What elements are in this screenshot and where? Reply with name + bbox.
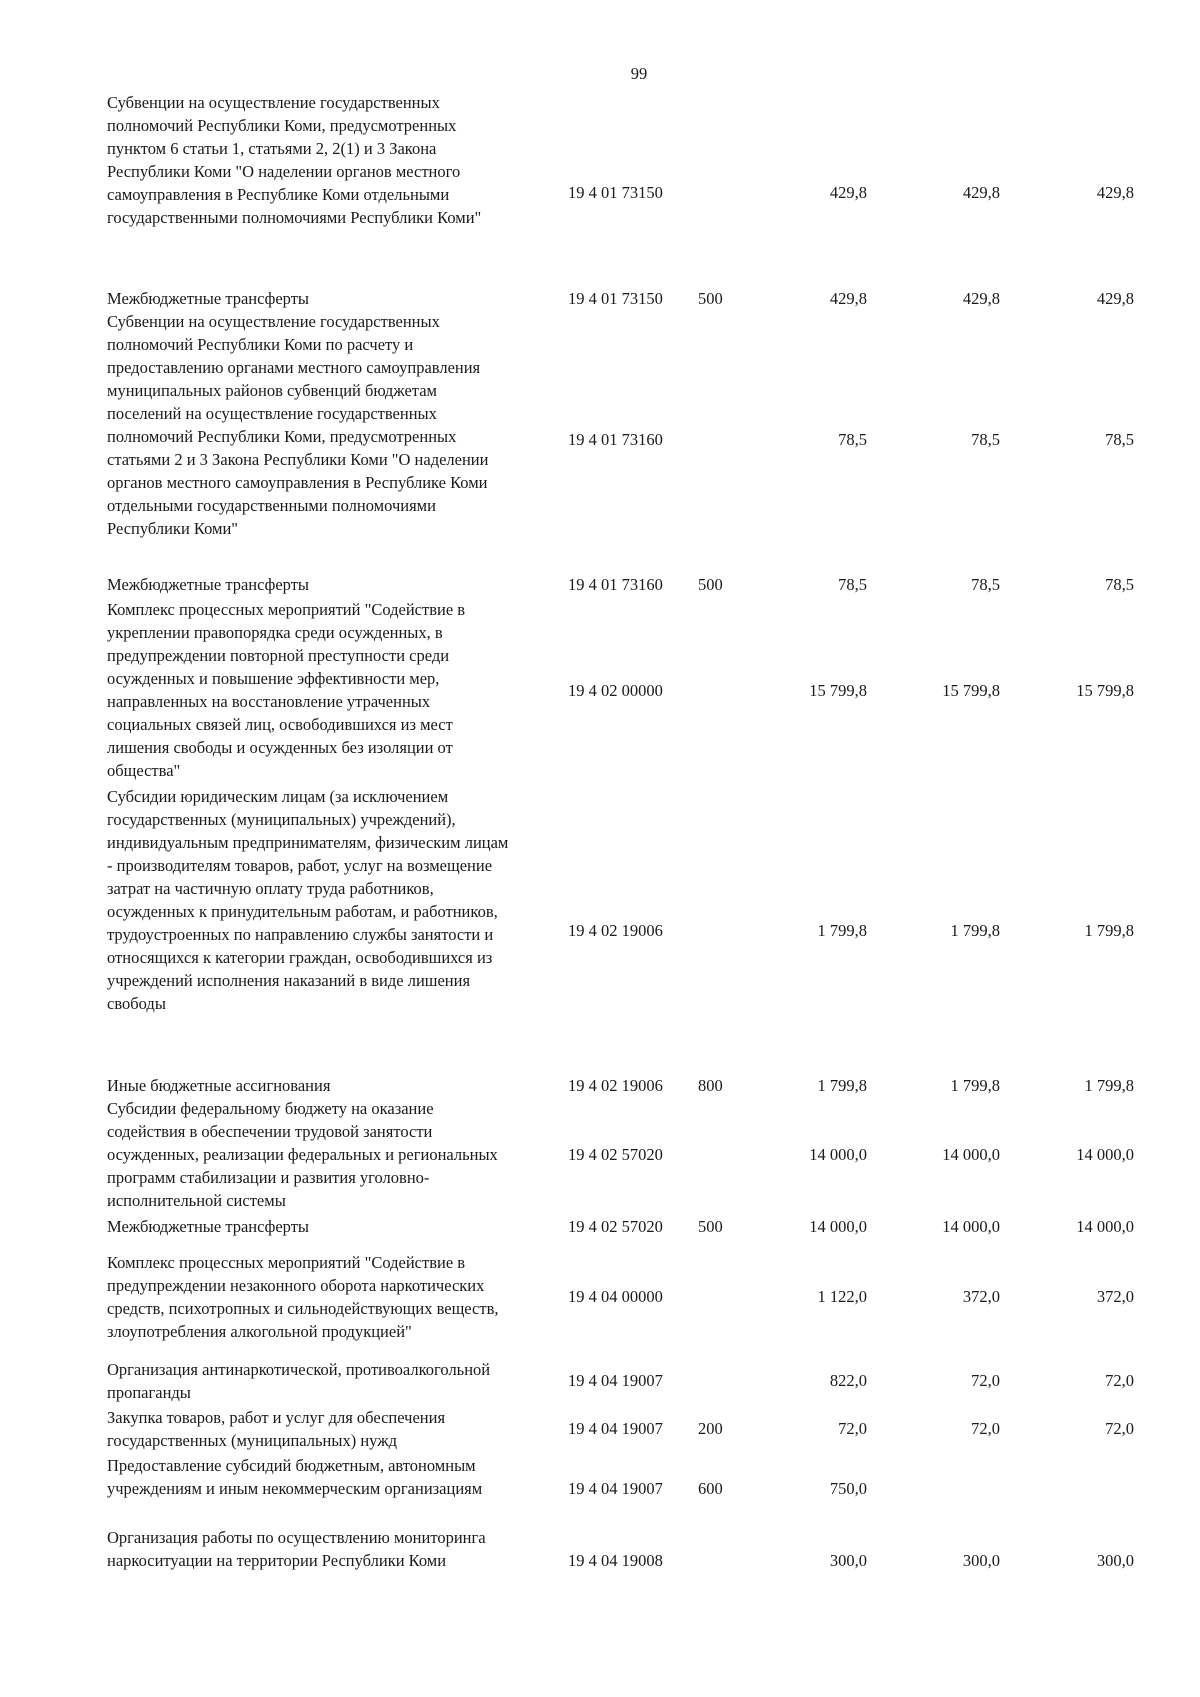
row-expense-type: 500 [698, 575, 723, 594]
page-number: 99 [630, 64, 648, 83]
table-row [0, 1215, 1200, 1238]
row-value-2: 72,0 [971, 1419, 1000, 1438]
row-code: 19 4 02 00000 [568, 681, 663, 700]
row-value-1: 1 799,8 [817, 921, 867, 940]
row-value-2: 1 799,8 [950, 921, 1000, 940]
row-value-2: 14 000,0 [942, 1217, 1000, 1236]
row-value-3: 14 000,0 [1076, 1145, 1134, 1164]
row-value-3: 1 799,8 [1084, 921, 1134, 940]
table-row [0, 310, 1200, 540]
table-row [0, 287, 1200, 310]
row-description: Иные бюджетные ассигнования [107, 1076, 331, 1095]
row-expense-type: 200 [698, 1419, 723, 1438]
row-code: 19 4 04 19008 [568, 1551, 663, 1570]
table-row [0, 1358, 1200, 1404]
row-value-1: 750,0 [829, 1479, 867, 1498]
row-value-1: 1 799,8 [817, 1076, 867, 1095]
table-row [0, 1074, 1200, 1097]
row-value-2: 72,0 [971, 1371, 1000, 1390]
row-value-2: 429,8 [962, 183, 1000, 202]
row-value-2: 78,5 [971, 575, 1000, 594]
row-code: 19 4 02 57020 [568, 1217, 663, 1236]
row-expense-type: 800 [698, 1076, 723, 1095]
row-description: Организация работы по осуществлению мониторинга наркоситуации на территории Республики Коми [107, 1528, 486, 1570]
row-code: 19 4 01 73150 [568, 183, 663, 202]
row-code: 19 4 04 19007 [568, 1371, 663, 1390]
row-code: 19 4 01 73160 [568, 430, 663, 449]
row-value-3: 78,5 [1105, 575, 1134, 594]
row-value-3: 15 799,8 [1076, 681, 1134, 700]
table-row [0, 598, 1200, 782]
row-expense-type: 500 [698, 289, 723, 308]
row-expense-type: 500 [698, 1217, 723, 1236]
row-value-2: 429,8 [962, 289, 1000, 308]
row-value-3: 429,8 [1096, 183, 1134, 202]
row-value-1: 429,8 [829, 183, 867, 202]
row-description: Межбюджетные трансферты [107, 1217, 310, 1236]
row-value-2: 1 799,8 [950, 1076, 1000, 1095]
row-code: 19 4 02 19006 [568, 921, 663, 940]
row-code: 19 4 04 19007 [568, 1479, 663, 1498]
row-value-1: 15 799,8 [809, 681, 867, 700]
row-value-1: 300,0 [829, 1551, 867, 1570]
row-description: Межбюджетные трансферты [107, 575, 310, 594]
row-value-3: 72,0 [1105, 1419, 1134, 1438]
row-value-2: 14 000,0 [942, 1145, 1000, 1164]
row-code: 19 4 02 19006 [568, 1076, 663, 1095]
row-value-2: 300,0 [962, 1551, 1000, 1570]
row-code: 19 4 01 73150 [568, 289, 663, 308]
row-value-3: 300,0 [1096, 1551, 1134, 1570]
table-row [0, 1097, 1200, 1212]
table-row [0, 1526, 1200, 1572]
row-description: Предоставление субсидий бюджетным, автономным учреждениям и иным некоммерческим организациям [107, 1456, 483, 1498]
row-value-2: 78,5 [971, 430, 1000, 449]
row-value-1: 14 000,0 [809, 1145, 867, 1164]
row-value-1: 822,0 [829, 1371, 867, 1390]
table-row [0, 785, 1200, 1015]
row-value-1: 429,8 [829, 289, 867, 308]
row-value-1: 14 000,0 [809, 1217, 867, 1236]
table-row [0, 1454, 1200, 1500]
row-value-3: 14 000,0 [1076, 1217, 1134, 1236]
row-description: Организация антинаркотической, противоалкогольной пропаганды [107, 1360, 491, 1402]
row-description: Комплекс процессных мероприятий "Содействие в укреплении правопорядка среди осужденных, в предупреждении повторной преступности среди осужденных и повышение эффективности мер, направленных на восстановление утраченных социальных связей лиц, освободившихся из мест лишения свободы и осужденных без изоляции от общества" [107, 600, 466, 780]
row-description: Субсидии федеральному бюджету на оказание содействия в обеспечении трудовой занятости осужденных, реализации федеральных и региональных программ стабилизации и развития уголовно- исполнительной системы [107, 1099, 498, 1210]
row-code: 19 4 01 73160 [568, 575, 663, 594]
table-row [0, 1406, 1200, 1452]
row-value-2: 372,0 [962, 1287, 1000, 1306]
row-value-3: 78,5 [1105, 430, 1134, 449]
row-value-1: 1 122,0 [817, 1287, 867, 1306]
row-value-3: 429,8 [1096, 289, 1134, 308]
row-value-1: 72,0 [838, 1419, 867, 1438]
row-value-1: 78,5 [838, 575, 867, 594]
row-code: 19 4 02 57020 [568, 1145, 663, 1164]
table-row [0, 91, 1200, 231]
row-description: Закупка товаров, работ и услуг для обеспечения государственных (муниципальных) нужд [107, 1408, 446, 1450]
row-description: Субсидии юридическим лицам (за исключением государственных (муниципальных) учреждений), индивидуальным предпринимателям, физическим лицам - производителям товаров, работ, услуг на возмещение затрат на частичную оплату труда работников, осужденных к принудительным работам, и работников, трудоустроенных по направлению службы занятости и относящихся к категории граждан, освободившихся из учреждений исполнения наказаний в виде лишения свободы [107, 787, 509, 1013]
row-description: Межбюджетные трансферты [107, 289, 310, 308]
row-code: 19 4 04 00000 [568, 1287, 663, 1306]
row-expense-type: 600 [698, 1479, 723, 1498]
row-description: Субвенции на осуществление государственных полномочий Республики Коми по расчету и предоставлению органами местного самоуправления муниципальных районов субвенций бюджетам поселений на осуществление государственных полномочий Республики Коми, предусмотренных статьями 2 и 3 Закона Республики Коми "О наделении органов местного самоуправления в Республике Коми отдельными государственными полномочиями Республики Коми" [107, 312, 489, 538]
row-value-2: 15 799,8 [942, 681, 1000, 700]
row-value-1: 78,5 [838, 430, 867, 449]
row-value-3: 372,0 [1096, 1287, 1134, 1306]
table-row [0, 1251, 1200, 1343]
row-description: Субвенции на осуществление государственных полномочий Республики Коми, предусмотренных пунктом 6 статьи 1, статьями 2, 2(1) и 3 Закона Республики Коми "О наделении органов местного самоуправления в Республике Коми отдельными государственными полномочиями Республики Коми" [107, 93, 482, 227]
row-value-3: 1 799,8 [1084, 1076, 1134, 1095]
row-description: Комплекс процессных мероприятий "Содействие в предупреждении незаконного оборота наркотических средств, психотропных и сильнодействующих веществ, злоупотребления алкогольной продукцией" [107, 1253, 499, 1341]
row-value-3: 72,0 [1105, 1371, 1134, 1390]
table-row [0, 573, 1200, 596]
row-code: 19 4 04 19007 [568, 1419, 663, 1438]
